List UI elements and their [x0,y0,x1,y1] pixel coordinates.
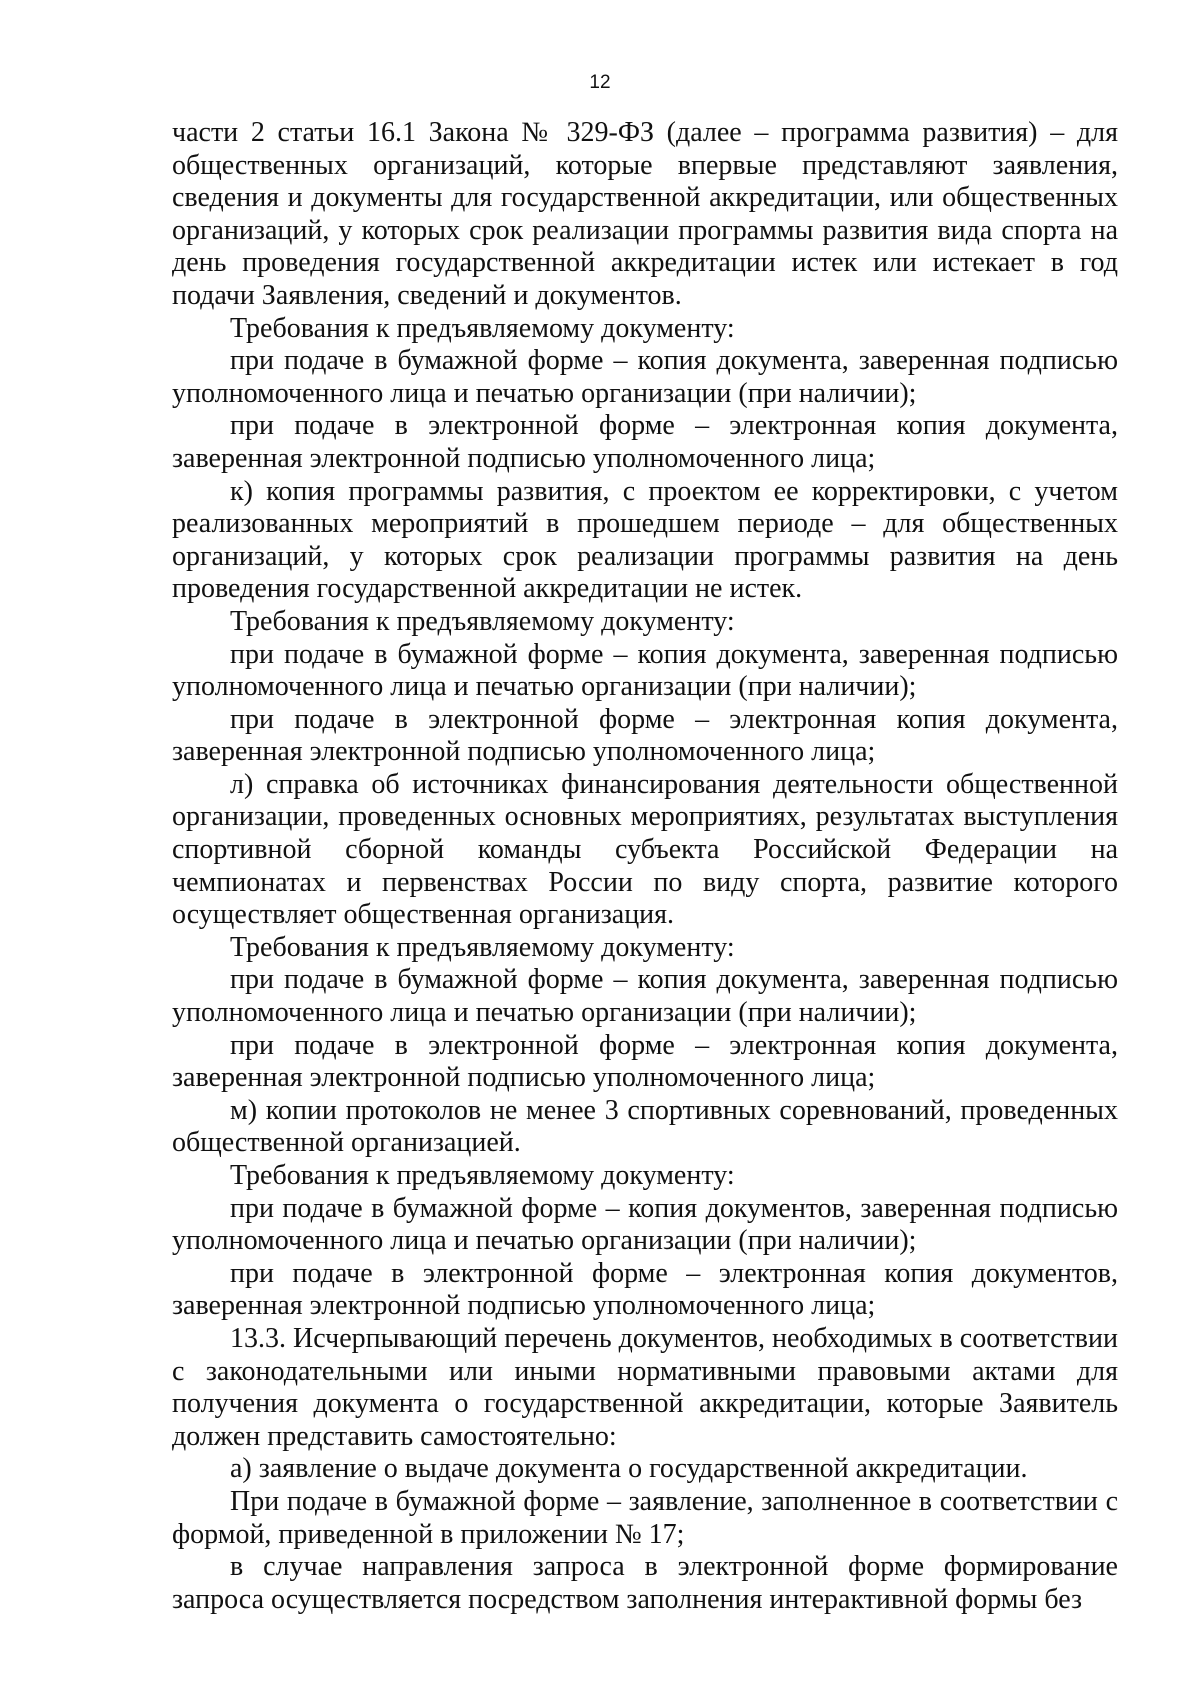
paragraph: Требования к предъявляемому документу: [230,931,735,963]
paragraph: при подаче в электронной форме – электронная копия документа, заверенная электронной подписью уполномоченного лица; [172,703,1118,768]
page-number: 12 [589,72,611,93]
paragraph: При подаче в бумажной форме – заявление, заполненное в соответствии с формой, приведенной в приложении № 17; [172,1485,1118,1550]
document-body [172,117,1118,1616]
paragraph: при подаче в бумажной форме – копия документа, заверенная подписью уполномоченного лица и печатью организации (при наличии); [172,638,1118,703]
paragraph: при подаче в бумажной форме – копия документа, заверенная подписью уполномоченного лица и печатью организации (при наличии); [172,964,1118,1029]
paragraph: Требования к предъявляемому документу: [230,312,735,344]
paragraph: Требования к предъявляемому документу: [230,605,735,637]
paragraph: 13.3. Исчерпывающий перечень документов, необходимых в соответствии с законодательными или иными нормативными правовыми актами для получения документа о государственной аккредитации, которые Заявитель должен представить самостоятельно: [172,1322,1118,1452]
paragraph: к) копия программы развития, с проектом ее корректировки, с учетом реализованных мероприятий в прошедшем периоде – для общественных организаций, у которых срок реализации программы развития на день проведения государственной аккредитации не истек. [172,475,1118,605]
paragraph: при подаче в электронной форме – электронная копия документа, заверенная электронной подписью уполномоченного лица; [172,1029,1118,1094]
paragraph: части 2 статьи 16.1 Закона № 329-ФЗ (далее – программа развития) – для общественных организаций, которые впервые представляют заявления, сведения и документы для государственной аккредитации, или общественных организаций, у которых срок реализации программы развития вида спорта на день проведения государственной аккредитации истек или истекает в год подачи Заявления, сведений и документов. [172,117,1118,311]
paragraph: м) копии протоколов не менее 3 спортивных соревнований, проведенных общественной организацией. [172,1094,1118,1159]
paragraph: при подаче в бумажной форме – копия документа, заверенная подписью уполномоченного лица и печатью организации (при наличии); [172,345,1118,409]
paragraph: при подаче в электронной форме – электронная копия документа, заверенная электронной подписью уполномоченного лица; [172,410,1118,474]
paragraph: при подаче в бумажной форме – копия документов, заверенная подписью уполномоченного лица и печатью организации (при наличии); [172,1192,1118,1257]
paragraph: при подаче в электронной форме – электронная копия документов, заверенная электронной подписью уполномоченного лица; [172,1257,1118,1322]
paragraph: в случае направления запроса в электронной форме формирование запроса осуществляется посредством заполнения интерактивной формы без [172,1551,1118,1615]
paragraph: Требования к предъявляемому документу: [230,1160,735,1191]
paragraph: л) справка об источниках финансирования деятельности общественной организации, проведенных основных мероприятиях, результатах выступления спортивной сборной команды субъекта Российской Федерации на чемпионатах и первенствах России по виду спорта, развитие которого осуществляет общественная организация. [172,768,1118,931]
paragraph: а) заявление о выдаче документа о государственной аккредитации. [230,1453,1028,1485]
